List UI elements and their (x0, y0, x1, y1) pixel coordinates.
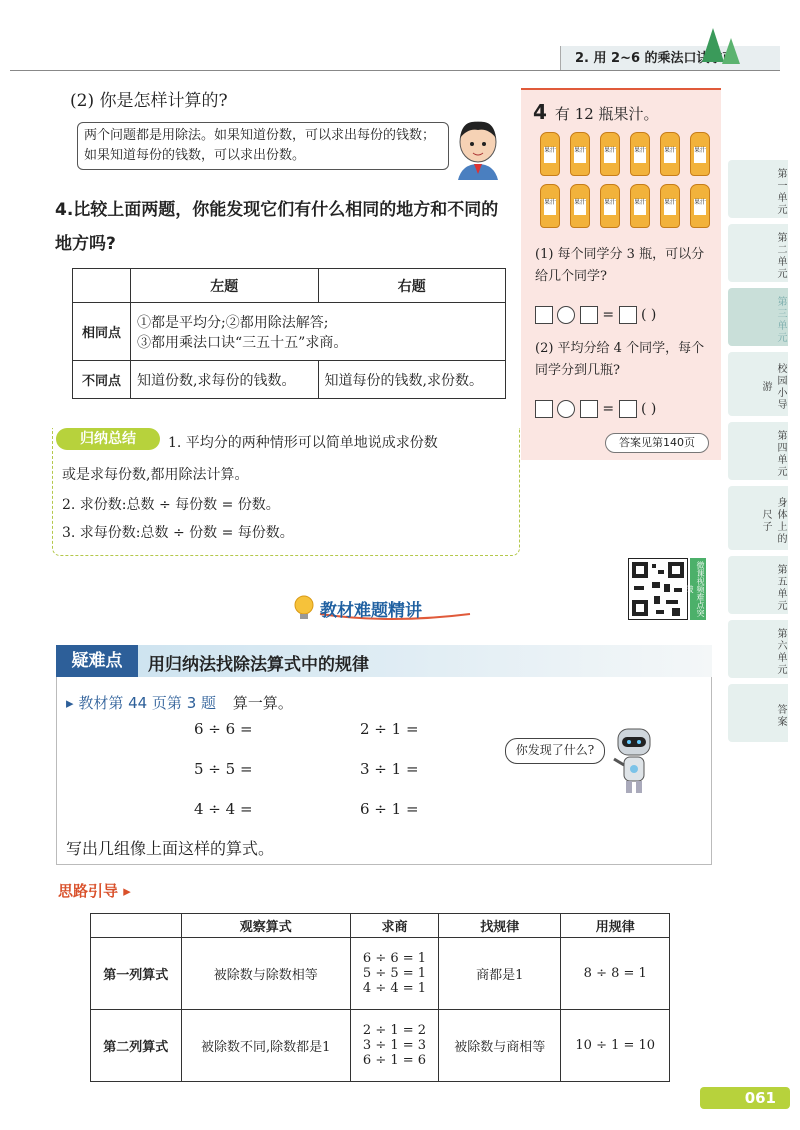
observe-cell: 被除数不同,除数都是1 (181, 1010, 350, 1082)
table-header: 求商 (350, 914, 438, 938)
same-label: 相同点 (73, 303, 131, 361)
table-header: 右题 (318, 269, 506, 303)
answer-row-1: = ( ) (535, 306, 656, 324)
exercise-q2: (2) 平均分给 4 个同学，每个同学分到几瓶? (535, 341, 705, 378)
answer-box[interactable] (580, 400, 598, 418)
reference-task: 算一算。 (232, 694, 293, 712)
table-header: 左题 (131, 269, 319, 303)
exercise-title-text: 有 12 瓶果汁。 (554, 105, 659, 123)
diff-left: 知道份数,求每份的钱数。 (131, 361, 319, 399)
unit-paren: ( ) (641, 401, 657, 417)
answer-box[interactable] (580, 306, 598, 324)
table-header (91, 914, 182, 938)
rule-cell: 被除数与商相等 (439, 1010, 561, 1082)
exercise-q1: (1) 每个同学分 3 瓶，可以分给几个同学? (535, 247, 705, 284)
quotient: 6 ÷ 1 = 6 (362, 1053, 427, 1068)
juice-bottle-icon: 果汁 (660, 132, 680, 176)
exercise-number: 4 (533, 100, 547, 124)
operator-circle[interactable] (557, 400, 575, 418)
side-tab-body-ruler[interactable]: 身体上的尺子 (728, 486, 788, 550)
row-label: 第一列算式 (91, 938, 182, 1010)
answer-box[interactable] (535, 400, 553, 418)
side-tab-answers[interactable]: 答案 (728, 684, 788, 742)
equation: 6 ÷ 1 = (360, 800, 419, 818)
quotient: 6 ÷ 6 = 1 (362, 951, 427, 966)
tree-icon (702, 28, 724, 62)
summary-line: 1. 平均分的两种情形可以简单地说成求份数 (168, 435, 438, 451)
hint-title (58, 880, 131, 901)
hard-point-tag: 疑难点 (56, 645, 138, 677)
row-label: 第二列算式 (91, 1010, 182, 1082)
exercise-title (533, 100, 659, 124)
apply-cell: 8 ÷ 8 = 1 (561, 938, 670, 1010)
bottle-row (540, 184, 710, 228)
table-row (91, 938, 670, 1010)
juice-bottle-icon: 果汁 (570, 132, 590, 176)
juice-bottle-icon: 果汁 (630, 184, 650, 228)
juice-bottle-icon: 果汁 (630, 132, 650, 176)
header-divider (10, 70, 780, 71)
quotient-cell (350, 1010, 438, 1082)
rule-cell: 商都是1 (439, 938, 561, 1010)
juice-bottle-icon: 果汁 (570, 184, 590, 228)
same-text: ③都用乘法口诀“三五十五”求商。 (137, 334, 348, 351)
header-title: 2. 用 2~6 的乘法口诀求商 (575, 51, 736, 66)
triangle-icon: ▸ (118, 882, 131, 900)
juice-bottle-icon: 果汁 (660, 184, 680, 228)
question-4: 4.比较上面两题，你能发现它们有什么相同的地方和不同的地方吗? (55, 200, 499, 254)
speech-bubble: 两个问题都是用除法。如果知道份数，可以求出每份的钱数；如果知道每份的钱数，可以求出份数。 (77, 122, 449, 170)
robot-speech-bubble: 你发现了什么? (505, 738, 605, 764)
hard-point-title: 用归纳法找除法算式中的规律 (148, 655, 369, 675)
answer-reference: 答案见第140页 (605, 433, 709, 453)
operator-circle[interactable] (557, 306, 575, 324)
same-cell (131, 303, 506, 361)
answer-box[interactable] (619, 400, 637, 418)
juice-bottle-icon: 果汁 (690, 132, 710, 176)
quotient: 3 ÷ 1 = 3 (362, 1038, 427, 1053)
qr-code-icon[interactable] (628, 558, 688, 620)
side-tab-unit-5[interactable]: 第五单元 (728, 556, 788, 614)
equation: 5 ÷ 5 = (194, 760, 253, 778)
observe-cell: 被除数与除数相等 (181, 938, 350, 1010)
juice-bottle-icon: 果汁 (600, 132, 620, 176)
answer-box[interactable] (619, 306, 637, 324)
same-text: ①都是平均分;②都用除法解答; (137, 314, 329, 331)
juice-bottle-icon: 果汁 (540, 184, 560, 228)
side-tab-campus-guide[interactable]: 校园小导游 (728, 352, 788, 416)
robot-icon (612, 725, 656, 795)
equation: 3 ÷ 1 = (360, 760, 419, 778)
reference-text: 教材第 44 页第 3 题 (78, 694, 217, 712)
boy-avatar-icon (448, 118, 508, 180)
table-header: 用规律 (561, 914, 670, 938)
table-header (73, 269, 131, 303)
diff-label: 不同点 (73, 361, 131, 399)
answer-box[interactable] (535, 306, 553, 324)
bottle-row (540, 132, 710, 176)
unit-paren: ( ) (641, 307, 657, 323)
summary-line: 3. 求每份数:总数 ÷ 份数 = 每份数。 (62, 525, 294, 541)
apply-cell: 10 ÷ 1 = 10 (561, 1010, 670, 1082)
task-text: 写出几组像上面这样的算式。 (66, 839, 275, 858)
table-header: 观察算式 (181, 914, 350, 938)
question-2: (2) 你是怎样计算的? (70, 91, 228, 111)
side-tab-unit-1[interactable]: 第一单元 (728, 160, 788, 218)
summary-line: 或是求每份数,都用除法计算。 (62, 467, 249, 483)
summary-line: 2. 求份数:总数 ÷ 每份数 = 份数。 (62, 497, 280, 513)
quotient: 5 ÷ 5 = 1 (362, 966, 427, 981)
juice-bottle-icon: 果汁 (690, 184, 710, 228)
summary-badge: 归纳总结 (56, 428, 160, 450)
triangle-icon: ▸ (66, 694, 79, 712)
equation: 6 ÷ 6 = (194, 720, 253, 738)
side-tab-unit-2[interactable]: 第二单元 (728, 224, 788, 282)
table-header: 找规律 (439, 914, 561, 938)
answer-row-2: = ( ) (535, 400, 656, 418)
page-number: 061 (700, 1087, 790, 1109)
side-tab-unit-3[interactable]: 第三单元 (728, 288, 788, 346)
hint-text: 思路引导 (58, 882, 119, 900)
quotient: 4 ÷ 4 = 1 (362, 981, 427, 996)
quotient: 2 ÷ 1 = 2 (362, 1023, 427, 1038)
quotient-cell (350, 938, 438, 1010)
juice-bottle-icon: 果汁 (540, 132, 560, 176)
side-tab-unit-6[interactable]: 第六单元 (728, 620, 788, 678)
qr-video-label: 微课视频难点突破 (690, 558, 706, 620)
textbook-reference (66, 692, 293, 713)
diff-right: 知道每份的钱数,求份数。 (318, 361, 506, 399)
table-row (91, 1010, 670, 1082)
analysis-table (90, 913, 670, 1082)
equation: 2 ÷ 1 = (360, 720, 419, 738)
equation: 4 ÷ 4 = (194, 800, 253, 818)
section-banner-title: 教材难题精讲 (320, 601, 422, 621)
comparison-table (72, 268, 506, 399)
juice-bottle-icon: 果汁 (600, 184, 620, 228)
tree-icon (722, 38, 740, 64)
side-tab-unit-4[interactable]: 第四单元 (728, 422, 788, 480)
